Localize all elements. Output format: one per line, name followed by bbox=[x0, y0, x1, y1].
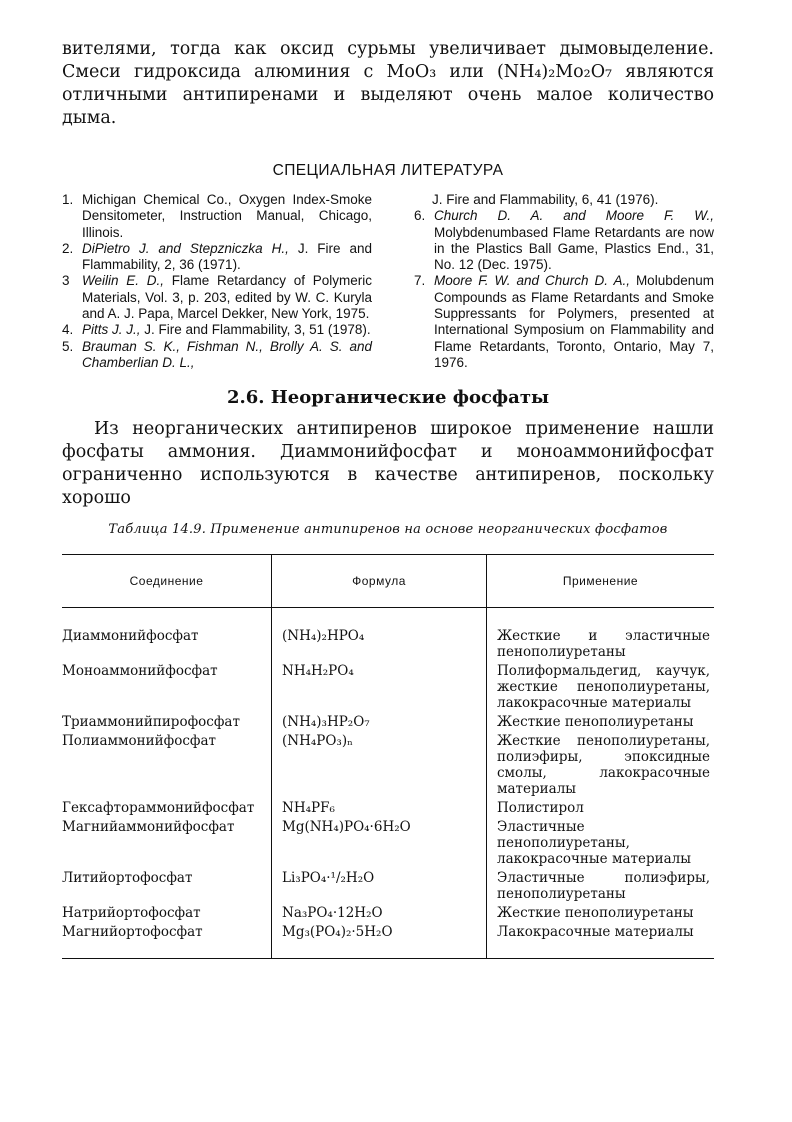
reference-authors: Moore F. W. and Church D. A., bbox=[434, 273, 630, 289]
reference-item bbox=[62, 241, 372, 274]
reference-item bbox=[414, 208, 714, 273]
reference-number: 6. bbox=[414, 208, 426, 224]
reference-authors: Church D. A. and Moore F. W., bbox=[434, 208, 714, 224]
reference-source: Flame Retardancy of Polymeric Materials, Vol. 3, p. 203, edited by W. C. Kuryla and A. J. Papa, Marcel Dekker, New York, 1975. bbox=[82, 273, 372, 322]
reference-text bbox=[434, 208, 714, 273]
compound-cell: Полиаммонийфосфат bbox=[62, 733, 216, 750]
application-cell: Жесткие пенополиуретаны bbox=[497, 714, 694, 731]
table-row bbox=[62, 714, 714, 733]
column-header-application: Применение bbox=[487, 555, 715, 608]
compound-cell: Магнийортофосфат bbox=[62, 924, 272, 959]
table-caption: Таблица 14.9. Применение антипиренов на основе неорганических фосфатов bbox=[108, 522, 668, 538]
literature-heading: СПЕЦИАЛЬНАЯ ЛИТЕРАТУРА bbox=[272, 162, 504, 179]
application-cell: Эластичные полиэфиры, пенополиуретаны bbox=[497, 870, 710, 903]
reference-number: 5. bbox=[62, 338, 74, 354]
reference-text bbox=[82, 322, 372, 338]
table-row bbox=[62, 733, 714, 800]
reference-text bbox=[82, 192, 372, 241]
table-row bbox=[62, 924, 714, 959]
formula-cell: Mg(NH₄)PO₄·6H₂O bbox=[272, 819, 487, 870]
compound-cell: Магнийаммонийфосфат bbox=[62, 819, 235, 836]
document-page bbox=[62, 38, 714, 959]
reference-number: 7. bbox=[414, 273, 426, 289]
reference-number: 4. bbox=[62, 322, 74, 338]
reference-item bbox=[414, 273, 714, 371]
table-row bbox=[62, 905, 714, 924]
table-header-row bbox=[62, 555, 714, 608]
reference-source: Molybdenumbased Flame Retardants are now in the Plastics Ball Game, Plastics End., 31, No. 12 (Dec. 1975). bbox=[434, 224, 714, 273]
table-row bbox=[62, 663, 714, 714]
table-row bbox=[62, 819, 714, 870]
table-row bbox=[62, 800, 714, 819]
application-cell: Жесткие пенополиуретаны, полиэфиры, эпоксидные смолы, лакокрасочные материалы bbox=[497, 733, 710, 798]
references-left-column bbox=[62, 192, 372, 371]
reference-item bbox=[62, 273, 372, 322]
reference-source: Michigan Chemical Co., Oxygen Index-Smoke Densitometer, Instruction Manual, Chicago, Illinois. bbox=[82, 192, 372, 240]
intro-paragraph: вителями, тогда как оксид сурьмы увеличивает дымовыделение. Смеси гидроксида алюминия с MoO₃ или (NH₄)₂Mo₂O₇ являются отличными антипиренами и выделяют очень малое количество дыма. bbox=[62, 39, 714, 128]
reference-source: J. Fire and Flammability, 2, 36 (1971). bbox=[82, 240, 372, 273]
body-paragraph: Из неорганических антипиренов широкое применение нашли фосфаты аммония. Диаммонийфосфат и моноаммонийфосфат ограниченно используются в качестве антипиренов, поскольку хорошо bbox=[62, 419, 714, 509]
references-list bbox=[62, 192, 714, 371]
application-cell: Лакокрасочные материалы bbox=[487, 924, 715, 959]
application-cell: Жесткие пенополиуретаны bbox=[497, 905, 694, 922]
phosphates-table bbox=[62, 554, 714, 959]
formula-cell: Mg₃(PO₄)₂·5H₂O bbox=[272, 924, 487, 959]
column-header-compound: Соединение bbox=[62, 555, 272, 608]
application-cell: Эластичные пенополиуретаны, лакокрасочные материалы bbox=[497, 819, 691, 868]
formula-cell: (NH₄)₃HP₂O₇ bbox=[272, 714, 487, 733]
reference-text bbox=[434, 273, 714, 371]
reference-number: 2. bbox=[62, 240, 74, 256]
application-cell: Полистирол bbox=[497, 800, 584, 817]
reference-number: 3 bbox=[62, 273, 70, 289]
reference-continuation: J. Fire and Flammability, 6, 41 (1976). bbox=[432, 192, 659, 207]
column-header-formula: Формула bbox=[272, 555, 487, 608]
formula-cell: (NH₄PO₃)ₙ bbox=[272, 733, 487, 800]
references-right-column bbox=[414, 192, 714, 371]
reference-text bbox=[82, 273, 372, 322]
reference-number: 1. bbox=[62, 192, 74, 207]
formula-cell: (NH₄)₂HPO₄ bbox=[272, 608, 487, 664]
reference-item bbox=[62, 339, 372, 372]
reference-authors: Pitts J. J., bbox=[82, 322, 141, 338]
compound-cell: Диаммонийфосфат bbox=[62, 628, 199, 645]
reference-authors: Weilin E. D., bbox=[82, 273, 164, 289]
section-title: 2.6. Неорганические фосфаты bbox=[226, 387, 550, 409]
table-row bbox=[62, 870, 714, 905]
reference-source: J. Fire and Flammability, 3, 51 (1978). bbox=[144, 322, 371, 338]
reference-source: Molubdenum Compounds as Flame Retardants and Smoke Suppressants for Polymers, presented at International Symposium on Flammability and Flame Retardants, Toronto, Ontario, May 7, 1976. bbox=[434, 273, 714, 370]
reference-authors: DiPietro J. and Stepzniczka H., bbox=[82, 240, 289, 256]
reference-item bbox=[62, 322, 372, 338]
formula-cell: NH₄H₂PO₄ bbox=[272, 663, 487, 714]
reference-item bbox=[62, 192, 372, 241]
application-cell: Жесткие и эластичные пенополиуретаны bbox=[497, 628, 710, 661]
formula-cell: Li₃PO₄·¹/₂H₂O bbox=[272, 870, 487, 905]
compound-cell: Натрийортофосфат bbox=[62, 905, 201, 922]
reference-text bbox=[82, 339, 372, 372]
reference-authors: Brauman S. K., Fishman N., Brolly A. S. and Chamberlian D. L., bbox=[82, 338, 372, 370]
formula-cell: NH₄PF₆ bbox=[272, 800, 487, 819]
formula-cell: Na₃PO₄·12H₂O bbox=[272, 905, 487, 924]
compound-cell: Моноаммонийфосфат bbox=[62, 663, 218, 680]
table-row bbox=[62, 608, 714, 664]
application-cell: Полиформальдегид, каучук, жесткие пенополиуретаны, лакокрасочные материалы bbox=[497, 663, 710, 712]
compound-cell: Литийортофосфат bbox=[62, 870, 193, 887]
compound-cell: Триаммонийпирофосфат bbox=[62, 714, 240, 731]
compound-cell: Гексафтораммонийфосфат bbox=[62, 800, 255, 817]
reference-text bbox=[82, 241, 372, 274]
